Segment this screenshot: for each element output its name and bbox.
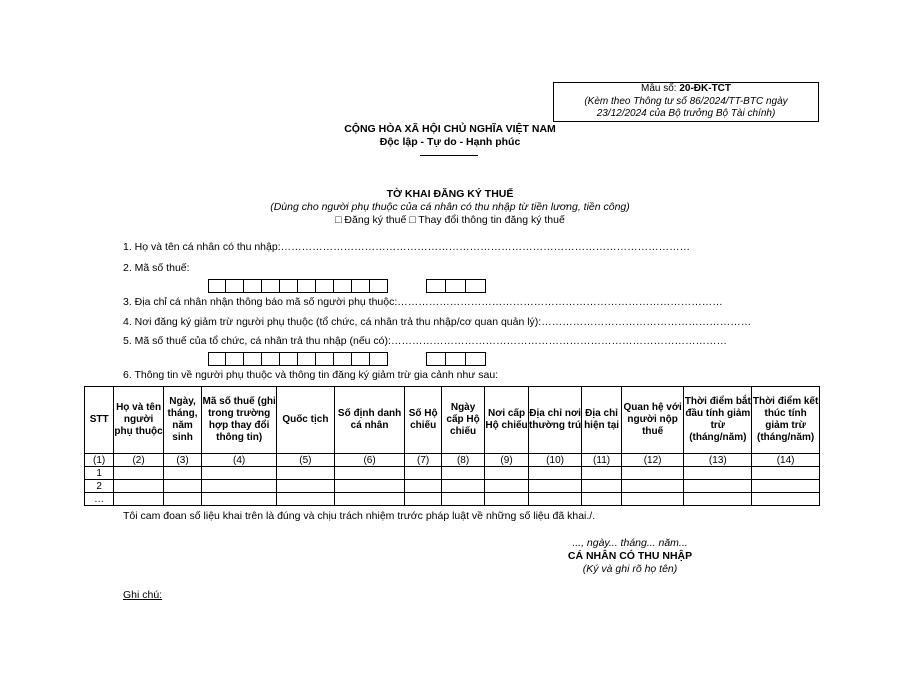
col-number: (11) [582, 454, 621, 467]
col-number: (8) [441, 454, 484, 467]
field-deduction-place[interactable]: 4. Nơi đăng ký giảm trừ người phụ thuộc (tổ chức, cá nhân trả thu nhập/cơ quan quản lý):…………………………………………………… [123, 316, 752, 328]
table-row[interactable] [85, 480, 820, 493]
col-number: (4) [202, 454, 277, 467]
motto: Độc lập - Tự do - Hạnh phúc [379, 136, 521, 148]
col-header: Nơi cấp Hộ chiếu [485, 387, 528, 454]
field-dependent-info-label: 6. Thông tin về người phụ thuộc và thông tin đăng ký giảm trừ gia cảnh như sau: [123, 369, 499, 381]
col-number: (2) [114, 454, 164, 467]
table-row[interactable] [85, 467, 820, 480]
col-header: Địa chỉ hiện tại [582, 387, 621, 454]
col-number: (6) [334, 454, 405, 467]
declaration-text: Tôi cam đoan số liệu khai trên là đúng và chịu trách nhiệm trước pháp luật về những số liệu đã khai./. [123, 510, 596, 522]
form-code: Mẫu số: 20-ĐK-TCT [640, 83, 732, 94]
form-note-line1: (Kèm theo Thông tư số 86/2024/TT-BTC ngày [584, 95, 788, 107]
col-header: Ngày cấp Hộ chiếu [441, 387, 484, 454]
col-header: Số định danh cá nhân [334, 387, 405, 454]
table-header-row [85, 387, 820, 454]
col-header: Họ và tên người phụ thuộc [114, 387, 164, 454]
row-stt: 2 [85, 480, 114, 493]
registration-options[interactable]: □ Đăng ký thuế □ Thay đổi thông tin đăng ký thuế [335, 214, 565, 226]
field-taxpayer-name[interactable]: 1. Họ và tên cá nhân có thu nhập:……………………………………………………………………………………………………… [123, 241, 691, 253]
form-title: TỜ KHAI ĐĂNG KÝ THUẾ [386, 188, 514, 200]
notes-label: Ghi chú: [123, 589, 163, 601]
tax-code-boxes-main[interactable] [208, 279, 388, 293]
col-header: Thời điểm bắt đầu tính giảm trừ (tháng/năm) [684, 387, 752, 454]
col-header: Quốc tịch [277, 387, 335, 454]
form-code-box [553, 82, 819, 122]
table-row[interactable] [85, 493, 820, 506]
signature-date: ..., ngày... tháng... năm... [572, 537, 688, 549]
form-subtitle: (Dùng cho người phụ thuộc của cá nhân có thu nhập từ tiền lương, tiền công) [270, 201, 630, 213]
row-stt: … [85, 493, 114, 506]
tax-code-boxes-suffix[interactable] [426, 279, 486, 293]
col-header: Quan hệ với người nộp thuế [621, 387, 684, 454]
country-name: CỘNG HÒA XÃ HỘI CHỦ NGHĨA VIỆT NAM [344, 123, 556, 135]
col-number: (12) [621, 454, 684, 467]
payer-tax-code-boxes-suffix[interactable] [426, 352, 486, 366]
col-header: STT [85, 387, 114, 454]
row-stt: 1 [85, 467, 114, 480]
col-header: Thời điểm kết thúc tính giảm trừ (tháng/năm) [752, 387, 820, 454]
col-header: Địa chỉ nơi thường trú [528, 387, 582, 454]
form-note-line2: 23/12/2024 của Bộ trưởng Bộ Tài chính) [596, 108, 776, 119]
col-number: (13) [684, 454, 752, 467]
col-number: (14) [752, 454, 820, 467]
payer-tax-code-boxes-main[interactable] [208, 352, 388, 366]
col-number: (7) [405, 454, 441, 467]
signature-note: (Ký và ghi rõ họ tên) [582, 563, 678, 575]
col-number: (5) [277, 454, 335, 467]
col-number: (10) [528, 454, 582, 467]
header-divider [420, 155, 478, 156]
column-number-row [85, 454, 820, 467]
field-tax-code-label: 2. Mã số thuế: [123, 262, 190, 274]
col-header: Ngày, tháng, năm sinh [163, 387, 201, 454]
col-number: (3) [163, 454, 201, 467]
field-payer-tax-code[interactable]: 5. Mã số thuế của tổ chức, cá nhân trả thu nhập (nếu có):…………………………………………………………………………………… [123, 335, 727, 347]
col-number: (9) [485, 454, 528, 467]
signature-title: CÁ NHÂN CÓ THU NHẬP [567, 550, 693, 562]
dependents-table [84, 386, 820, 506]
field-notice-address[interactable]: 3. Địa chỉ cá nhân nhận thông báo mã số người phụ thuộc:………………………………………………………………………………… [123, 296, 723, 308]
col-header: Mã số thuế (ghi trong trường hợp thay đổi thông tin) [202, 387, 277, 454]
col-header: Số Hộ chiếu [405, 387, 441, 454]
col-number: (1) [85, 454, 114, 467]
